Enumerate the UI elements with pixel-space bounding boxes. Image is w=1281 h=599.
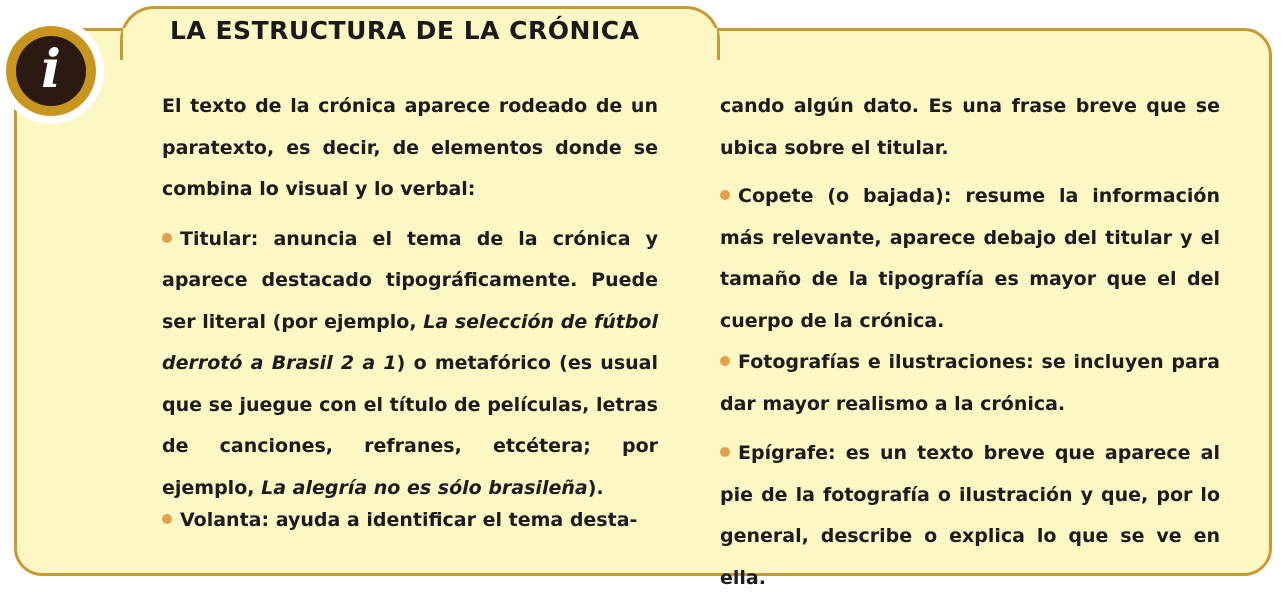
fotografias-item: [720, 342, 1220, 425]
titular-example-1: La selección de fútbol derrotó a Brasil 2 a 1: [162, 310, 658, 374]
left-column: [122, 86, 658, 509]
titular-text-3: ).: [587, 476, 604, 499]
page-title: LA ESTRUCTURA DE LA CRÓNICA: [170, 16, 640, 45]
bullet-icon: [720, 190, 730, 200]
fotografias-label: Fotografías e ilustraciones:: [738, 351, 1034, 373]
titular-example-2: La alegría no es sólo brasileña: [261, 476, 588, 499]
titular-text-1: anuncia el tema de la crónica y aparece destacado tipográficamente. Puede ser literal (por ejemplo,: [162, 227, 658, 333]
right-items: [720, 168, 1220, 599]
copete-item: [720, 176, 1220, 342]
titular-item: [122, 219, 658, 510]
bullet-icon: [720, 356, 730, 366]
info-icon: [6, 26, 96, 116]
volanta-text: ayuda a identificar el tema desta-: [269, 509, 638, 531]
info-badge-letter: i: [16, 36, 86, 106]
right-column: [720, 86, 1220, 169]
epigrafe-item: [720, 433, 1220, 599]
copete-text: resume la información más relevante, aparece debajo del titular y el tamaño de la tipografía es mayor que el del cuerpo de la crónica.: [720, 185, 1220, 332]
epigrafe-text: es un texto breve que aparece al pie de la fotografía o ilustración y que, por lo general, describe o explica lo que se ve en ella.: [720, 442, 1220, 589]
bullet-icon: [162, 233, 172, 243]
titular-label: Titular:: [180, 227, 259, 250]
epigrafe-label: Epígrafe:: [738, 442, 836, 464]
volanta-text-continued: cando algún dato. Es una frase breve que se ubica sobre el titular.: [720, 95, 1220, 159]
intro-paragraph: El texto de la crónica aparece rodeado de un paratexto, es decir, de elementos donde se combina lo visual y lo verbal:: [162, 95, 658, 200]
copete-label: Copete (o bajada):: [738, 185, 952, 207]
fotografias-text: se incluyen para dar mayor realismo a la crónica.: [720, 351, 1220, 415]
volanta-label: Volanta:: [180, 509, 270, 531]
bullet-icon: [720, 447, 730, 457]
titular-text-2: ) o metafórico (es usual que se juegue con el título de películas, letras de canciones, refranes, etcétera; por ejemplo,: [162, 352, 658, 499]
bullet-icon: [162, 514, 172, 524]
volanta-item-start: [122, 500, 658, 542]
